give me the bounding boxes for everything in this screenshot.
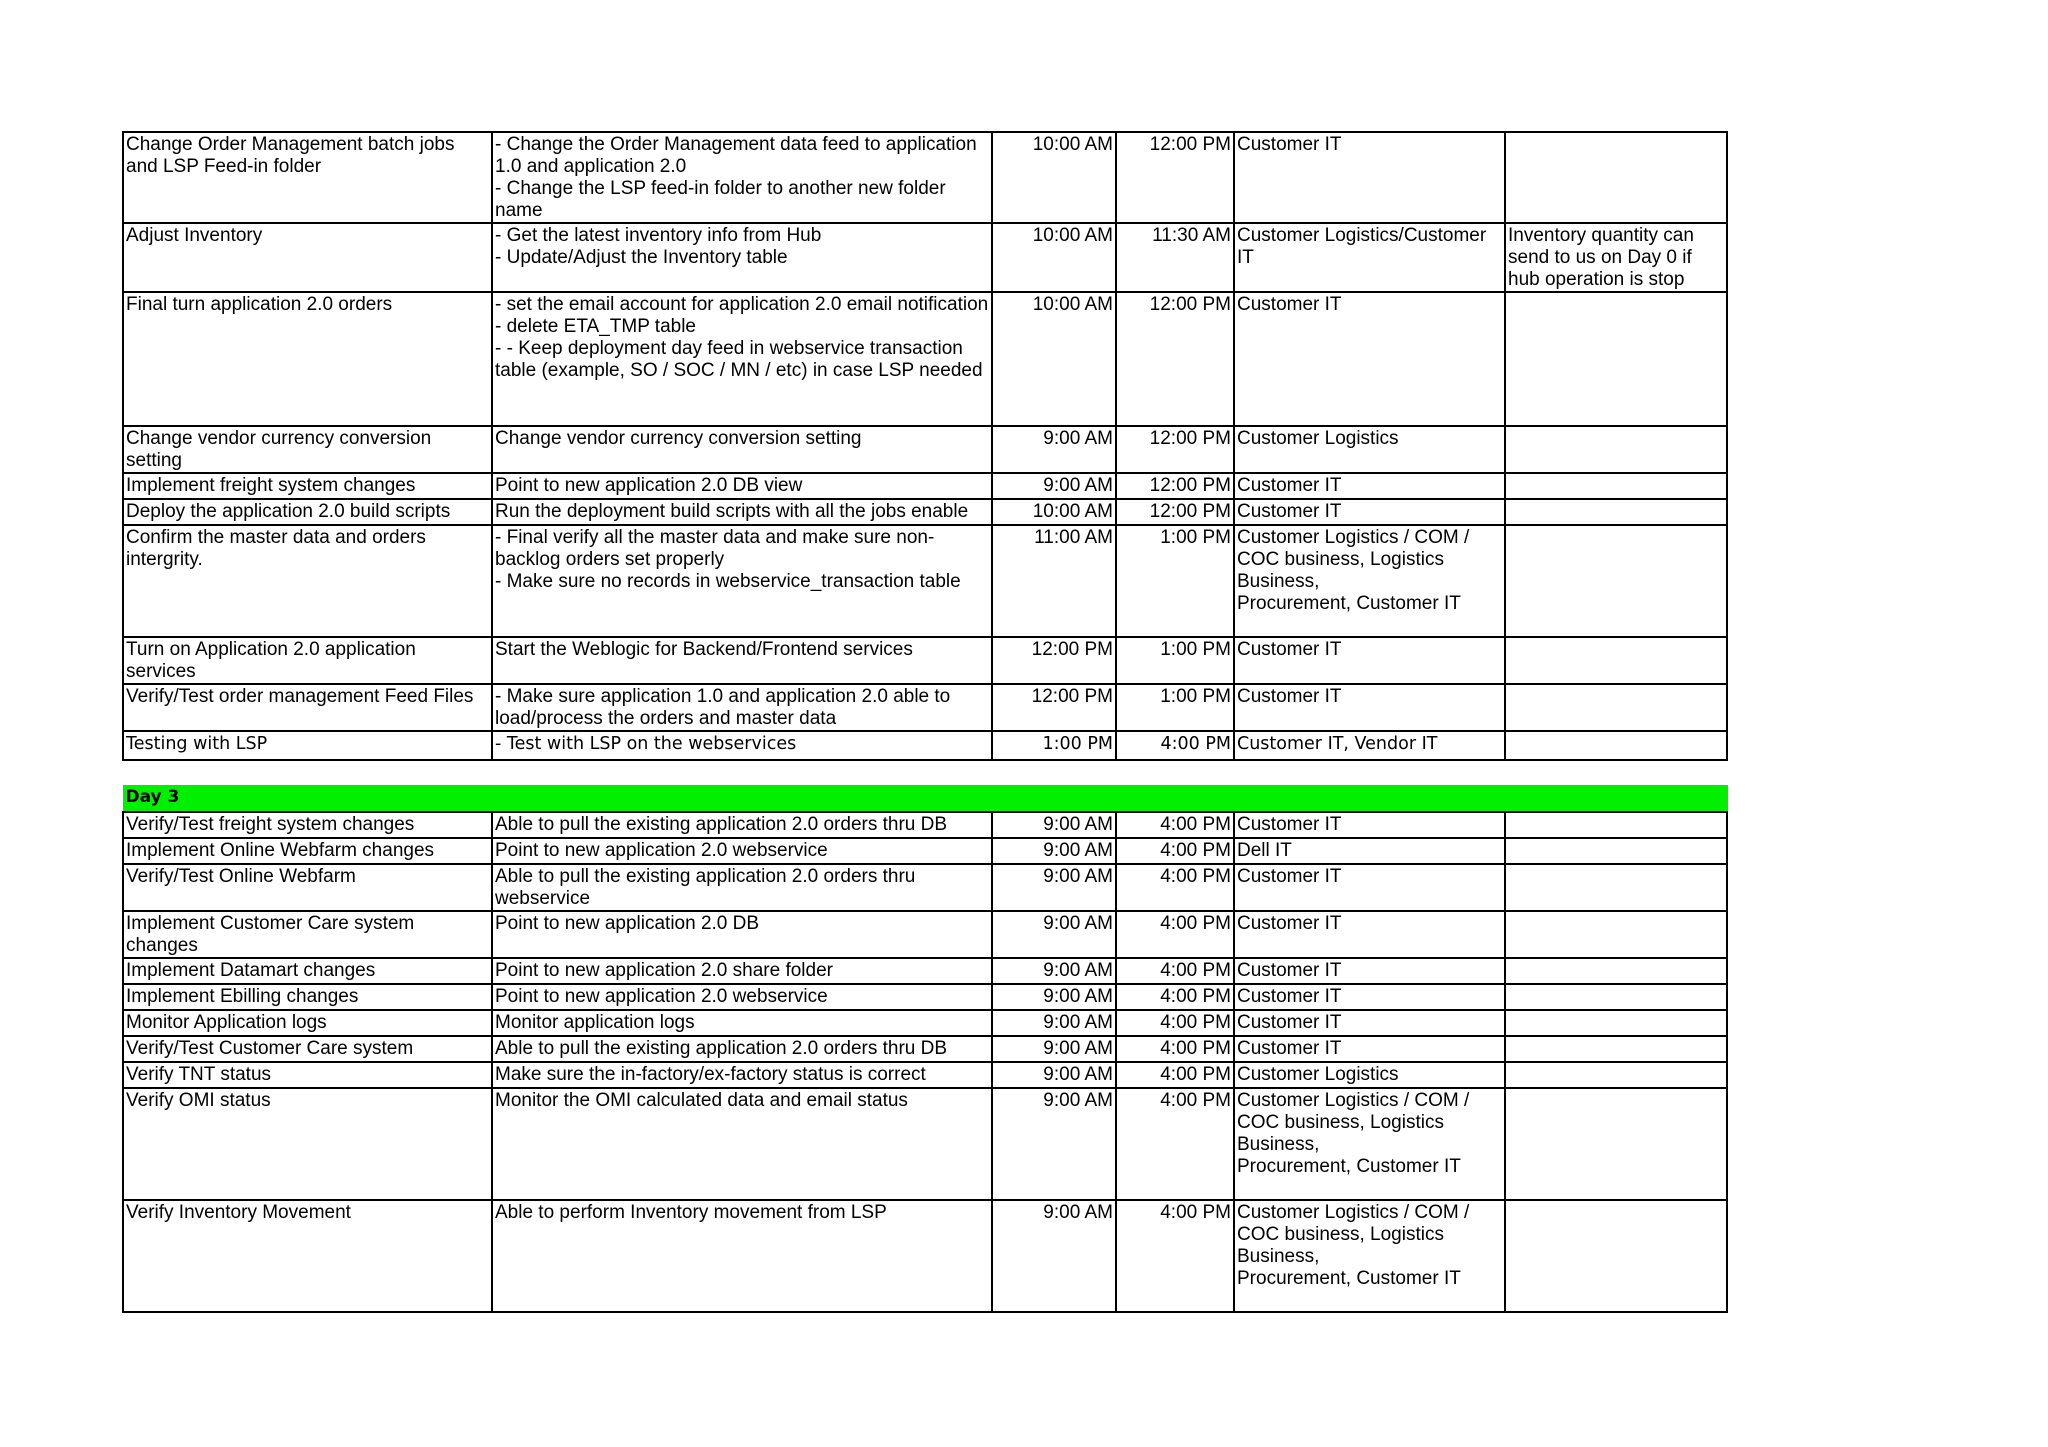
owner-cell: Customer IT <box>1234 473 1505 499</box>
end-time-cell: 4:00 PM <box>1116 984 1234 1010</box>
task-cell: Implement Online Webfarm changes <box>123 838 492 864</box>
notes-cell <box>1505 1200 1727 1312</box>
details-cell: Monitor the OMI calculated data and email status <box>492 1088 992 1200</box>
start-time-cell: 10:00 AM <box>992 132 1116 223</box>
details-cell: Point to new application 2.0 DB <box>492 911 992 958</box>
end-time-cell: 4:00 PM <box>1116 812 1234 838</box>
details-cell: Make sure the in-factory/ex-factory status is correct <box>492 1062 992 1088</box>
owner-cell: Customer IT <box>1234 637 1505 684</box>
details-cell: Run the deployment build scripts with all the jobs enable <box>492 499 992 525</box>
table-row <box>123 1088 1727 1200</box>
end-time-cell: 4:00 PM <box>1116 1200 1234 1312</box>
start-time-cell: 9:00 AM <box>992 864 1116 911</box>
end-time-cell: 4:00 PM <box>1116 864 1234 911</box>
owner-cell: Customer IT <box>1234 984 1505 1010</box>
end-time-cell: 11:30 AM <box>1116 223 1234 292</box>
owner-cell: Dell IT <box>1234 838 1505 864</box>
start-time-cell: 12:00 PM <box>992 684 1116 731</box>
start-time-cell: 9:00 AM <box>992 1200 1116 1312</box>
table-row <box>123 1200 1727 1312</box>
owner-cell: Customer IT <box>1234 958 1505 984</box>
start-time-cell: 11:00 AM <box>992 525 1116 637</box>
notes-cell <box>1505 684 1727 731</box>
owner-cell: Customer IT <box>1234 812 1505 838</box>
start-time-cell: 10:00 AM <box>992 499 1116 525</box>
task-cell: Verify OMI status <box>123 1088 492 1200</box>
start-time-cell: 9:00 AM <box>992 1062 1116 1088</box>
start-time-cell: 9:00 AM <box>992 1036 1116 1062</box>
start-time-cell: 9:00 AM <box>992 911 1116 958</box>
notes-cell <box>1505 812 1727 838</box>
end-time-cell: 4:00 PM <box>1116 958 1234 984</box>
start-time-cell: 9:00 AM <box>992 473 1116 499</box>
notes-cell <box>1505 499 1727 525</box>
task-cell: Change Order Management batch jobs and LSP Feed-in folder <box>123 132 492 223</box>
details-cell: Point to new application 2.0 webservice <box>492 838 992 864</box>
notes-cell <box>1505 525 1727 637</box>
end-time-cell: 4:00 PM <box>1116 911 1234 958</box>
task-cell: Verify Inventory Movement <box>123 1200 492 1312</box>
task-cell: Confirm the master data and orders intergrity. <box>123 525 492 637</box>
details-cell: Change vendor currency conversion setting <box>492 426 992 473</box>
notes-cell: Inventory quantity can send to us on Day 0 if hub operation is stop <box>1505 223 1727 292</box>
start-time-cell: 9:00 AM <box>992 426 1116 473</box>
details-cell: Able to perform Inventory movement from LSP <box>492 1200 992 1312</box>
start-time-cell: 9:00 AM <box>992 1088 1116 1200</box>
table-row <box>123 499 1727 525</box>
task-cell: Monitor Application logs <box>123 1010 492 1036</box>
start-time-cell: 9:00 AM <box>992 838 1116 864</box>
start-time-cell: 10:00 AM <box>992 223 1116 292</box>
owner-cell: Customer IT <box>1234 864 1505 911</box>
details-cell: - Final verify all the master data and make sure non-backlog orders set properly - Make sure no records in webservice_transaction table <box>492 525 992 637</box>
table-row <box>123 958 1727 984</box>
table-row <box>123 838 1727 864</box>
details-cell: - Change the Order Management data feed to application 1.0 and application 2.0 - Change the LSP feed-in folder to another new folder name <box>492 132 992 223</box>
owner-cell: Customer Logistics / COM / COC business, Logistics Business, Procurement, Customer IT <box>1234 525 1505 637</box>
details-cell: Point to new application 2.0 DB view <box>492 473 992 499</box>
table-row <box>123 1036 1727 1062</box>
owner-cell: Customer IT <box>1234 292 1505 426</box>
notes-cell <box>1505 1088 1727 1200</box>
end-time-cell: 4:00 PM <box>1116 1036 1234 1062</box>
section-gap <box>122 761 1726 785</box>
task-cell: Testing with LSP <box>123 731 492 760</box>
task-cell: Verify/Test Customer Care system <box>123 1036 492 1062</box>
task-cell: Verify/Test freight system changes <box>123 812 492 838</box>
details-cell: - Make sure application 1.0 and application 2.0 able to load/process the orders and master data <box>492 684 992 731</box>
start-time-cell: 9:00 AM <box>992 958 1116 984</box>
owner-cell: Customer Logistics / COM / COC business, Logistics Business, Procurement, Customer IT <box>1234 1088 1505 1200</box>
owner-cell: Customer IT <box>1234 684 1505 731</box>
end-time-cell: 4:00 PM <box>1116 731 1234 760</box>
end-time-cell: 12:00 PM <box>1116 132 1234 223</box>
notes-cell <box>1505 1010 1727 1036</box>
end-time-cell: 4:00 PM <box>1116 838 1234 864</box>
table-row <box>123 684 1727 731</box>
table-row <box>123 223 1727 292</box>
details-cell: Able to pull the existing application 2.0 orders thru webservice <box>492 864 992 911</box>
owner-cell: Customer IT <box>1234 132 1505 223</box>
end-time-cell: 12:00 PM <box>1116 426 1234 473</box>
deployment-schedule-table <box>122 131 1728 761</box>
table-row <box>123 1062 1727 1088</box>
details-cell: Monitor application logs <box>492 1010 992 1036</box>
owner-cell: Customer Logistics <box>1234 1062 1505 1088</box>
notes-cell <box>1505 731 1727 760</box>
start-time-cell: 9:00 AM <box>992 984 1116 1010</box>
start-time-cell: 12:00 PM <box>992 637 1116 684</box>
owner-cell: Customer Logistics <box>1234 426 1505 473</box>
details-cell: - set the email account for application 2.0 email notification - delete ETA_TMP table - - Keep deployment day feed in webservice transaction table (example, SO / SOC / MN / etc) in case LSP needed <box>492 292 992 426</box>
task-cell: Verify/Test order management Feed Files <box>123 684 492 731</box>
notes-cell <box>1505 473 1727 499</box>
table-row <box>123 864 1727 911</box>
end-time-cell: 12:00 PM <box>1116 292 1234 426</box>
task-cell: Final turn application 2.0 orders <box>123 292 492 426</box>
details-cell: Point to new application 2.0 webservice <box>492 984 992 1010</box>
end-time-cell: 4:00 PM <box>1116 1010 1234 1036</box>
notes-cell <box>1505 958 1727 984</box>
end-time-cell: 1:00 PM <box>1116 684 1234 731</box>
task-cell: Verify/Test Online Webfarm <box>123 864 492 911</box>
start-time-cell: 9:00 AM <box>992 812 1116 838</box>
notes-cell <box>1505 1062 1727 1088</box>
owner-cell: Customer IT, Vendor IT <box>1234 731 1505 760</box>
task-cell: Implement Datamart changes <box>123 958 492 984</box>
end-time-cell: 4:00 PM <box>1116 1062 1234 1088</box>
table-row <box>123 731 1727 760</box>
task-cell: Change vendor currency conversion setting <box>123 426 492 473</box>
table-row <box>123 1010 1727 1036</box>
task-cell: Implement Customer Care system changes <box>123 911 492 958</box>
owner-cell: Customer IT <box>1234 911 1505 958</box>
end-time-cell: 12:00 PM <box>1116 499 1234 525</box>
task-cell: Adjust Inventory <box>123 223 492 292</box>
table-row <box>123 637 1727 684</box>
notes-cell <box>1505 132 1727 223</box>
notes-cell <box>1505 984 1727 1010</box>
end-time-cell: 4:00 PM <box>1116 1088 1234 1200</box>
task-cell: Implement freight system changes <box>123 473 492 499</box>
details-cell: Able to pull the existing application 2.0 orders thru DB <box>492 812 992 838</box>
notes-cell <box>1505 292 1727 426</box>
table-row <box>123 812 1727 838</box>
owner-cell: Customer Logistics / COM / COC business, Logistics Business, Procurement, Customer IT <box>1234 1200 1505 1312</box>
end-time-cell: 12:00 PM <box>1116 473 1234 499</box>
notes-cell <box>1505 838 1727 864</box>
end-time-cell: 1:00 PM <box>1116 525 1234 637</box>
day-header-row <box>123 786 1727 812</box>
details-cell: - Get the latest inventory info from Hub - Update/Adjust the Inventory table <box>492 223 992 292</box>
table-row <box>123 984 1727 1010</box>
table-row <box>123 525 1727 637</box>
task-cell: Verify TNT status <box>123 1062 492 1088</box>
details-cell: Point to new application 2.0 share folder <box>492 958 992 984</box>
task-cell: Turn on Application 2.0 application services <box>123 637 492 684</box>
table-row <box>123 292 1727 426</box>
notes-cell <box>1505 1036 1727 1062</box>
notes-cell <box>1505 426 1727 473</box>
day-3-label: Day 3 <box>123 786 1727 812</box>
notes-cell <box>1505 637 1727 684</box>
details-cell: Start the Weblogic for Backend/Frontend services <box>492 637 992 684</box>
table-row <box>123 473 1727 499</box>
schedule-sheet <box>122 131 1726 1313</box>
task-cell: Implement Ebilling changes <box>123 984 492 1010</box>
notes-cell <box>1505 864 1727 911</box>
notes-cell <box>1505 911 1727 958</box>
owner-cell: Customer IT <box>1234 499 1505 525</box>
start-time-cell: 10:00 AM <box>992 292 1116 426</box>
table-row <box>123 132 1727 223</box>
table-row <box>123 911 1727 958</box>
owner-cell: Customer Logistics/Customer IT <box>1234 223 1505 292</box>
table-row <box>123 426 1727 473</box>
details-cell: Able to pull the existing application 2.0 orders thru DB <box>492 1036 992 1062</box>
start-time-cell: 9:00 AM <box>992 1010 1116 1036</box>
owner-cell: Customer IT <box>1234 1010 1505 1036</box>
task-cell: Deploy the application 2.0 build scripts <box>123 499 492 525</box>
end-time-cell: 1:00 PM <box>1116 637 1234 684</box>
details-cell: - Test with LSP on the webservices <box>492 731 992 760</box>
day3-schedule-table <box>122 785 1728 1313</box>
start-time-cell: 1:00 PM <box>992 731 1116 760</box>
owner-cell: Customer IT <box>1234 1036 1505 1062</box>
